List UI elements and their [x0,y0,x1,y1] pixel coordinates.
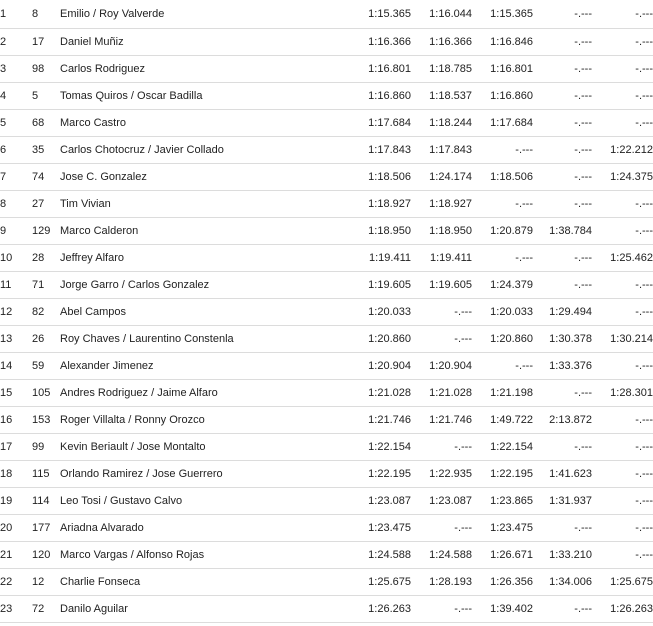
session-2-time-cell: 1:20.860 [472,326,533,353]
session-2-time-cell: 1:49.722 [472,407,533,434]
best-time-cell: 1:20.860 [350,326,411,353]
session-4-time-cell: -.--- [592,29,653,56]
position-cell: 20 [0,515,32,542]
driver-name-cell: Marco Vargas / Alfonso Rojas [60,542,350,569]
session-2-time-cell: -.--- [472,191,533,218]
position-cell: 1 [0,0,32,29]
session-3-time-cell: 1:38.784 [533,218,592,245]
session-2-time-cell: 1:26.356 [472,569,533,596]
session-4-time-cell: -.--- [592,461,653,488]
session-1-time-cell: 1:17.843 [411,137,472,164]
session-1-time-cell: 1:22.935 [411,461,472,488]
session-4-time-cell: -.--- [592,218,653,245]
position-cell: 19 [0,488,32,515]
best-time-cell: 1:19.411 [350,245,411,272]
session-1-time-cell: -.--- [411,299,472,326]
car-number-cell: 74 [32,164,60,191]
position-cell: 13 [0,326,32,353]
table-row [0,380,653,407]
session-3-time-cell: -.--- [533,434,592,461]
table-row [0,434,653,461]
position-cell: 17 [0,434,32,461]
driver-name-cell: Andres Rodriguez / Jaime Alfaro [60,380,350,407]
driver-name-cell: Jeffrey Alfaro [60,245,350,272]
best-time-cell: 1:22.154 [350,434,411,461]
session-4-time-cell: 1:25.462 [592,245,653,272]
best-time-cell: 1:19.605 [350,272,411,299]
session-3-time-cell: 1:34.006 [533,569,592,596]
session-2-time-cell: 1:18.506 [472,164,533,191]
session-3-time-cell: -.--- [533,272,592,299]
session-3-time-cell: -.--- [533,245,592,272]
session-2-time-cell: -.--- [472,245,533,272]
table-row [0,218,653,245]
driver-name-cell: Jose C. Gonzalez [60,164,350,191]
session-4-time-cell: -.--- [592,407,653,434]
session-1-time-cell: 1:18.537 [411,83,472,110]
driver-name-cell: Roy Chaves / Laurentino Constenla [60,326,350,353]
car-number-cell: 82 [32,299,60,326]
session-2-time-cell: 1:22.154 [472,434,533,461]
car-number-cell: 35 [32,137,60,164]
session-2-time-cell: -.--- [472,353,533,380]
position-cell: 15 [0,380,32,407]
table-row [0,596,653,623]
table-row [0,569,653,596]
best-time-cell: 1:21.746 [350,407,411,434]
session-1-time-cell: 1:18.244 [411,110,472,137]
session-2-time-cell: 1:23.865 [472,488,533,515]
session-3-time-cell: 1:29.494 [533,299,592,326]
table-row [0,83,653,110]
session-3-time-cell: 2:13.872 [533,407,592,434]
session-1-time-cell: 1:24.588 [411,542,472,569]
session-1-time-cell: 1:18.785 [411,56,472,83]
car-number-cell: 26 [32,326,60,353]
session-1-time-cell: 1:19.411 [411,245,472,272]
driver-name-cell: Roger Villalta / Ronny Orozco [60,407,350,434]
session-4-time-cell: -.--- [592,299,653,326]
session-4-time-cell: -.--- [592,110,653,137]
driver-name-cell: Orlando Ramirez / Jose Guerrero [60,461,350,488]
car-number-cell: 153 [32,407,60,434]
session-4-time-cell: -.--- [592,434,653,461]
session-3-time-cell: 1:30.378 [533,326,592,353]
position-cell: 10 [0,245,32,272]
table-row [0,29,653,56]
driver-name-cell: Emilio / Roy Valverde [60,0,350,29]
car-number-cell: 105 [32,380,60,407]
session-4-time-cell: -.--- [592,0,653,29]
car-number-cell: 71 [32,272,60,299]
car-number-cell: 28 [32,245,60,272]
table-row [0,191,653,218]
table-row [0,299,653,326]
table-row [0,164,653,191]
car-number-cell: 115 [32,461,60,488]
position-cell: 12 [0,299,32,326]
session-3-time-cell: 1:31.937 [533,488,592,515]
best-time-cell: 1:16.860 [350,83,411,110]
session-4-time-cell: 1:25.675 [592,569,653,596]
best-time-cell: 1:20.033 [350,299,411,326]
session-4-time-cell: -.--- [592,272,653,299]
best-time-cell: 1:18.950 [350,218,411,245]
table-row [0,326,653,353]
session-1-time-cell: 1:16.044 [411,0,472,29]
session-2-time-cell: 1:20.879 [472,218,533,245]
position-cell: 18 [0,461,32,488]
session-4-time-cell: 1:30.214 [592,326,653,353]
best-time-cell: 1:20.904 [350,353,411,380]
session-2-time-cell: 1:16.846 [472,29,533,56]
session-3-time-cell: -.--- [533,83,592,110]
session-4-time-cell: 1:28.301 [592,380,653,407]
driver-name-cell: Carlos Rodriguez [60,56,350,83]
table-row [0,488,653,515]
table-row [0,542,653,569]
position-cell: 3 [0,56,32,83]
car-number-cell: 5 [32,83,60,110]
position-cell: 23 [0,596,32,623]
session-2-time-cell: -.--- [472,137,533,164]
session-3-time-cell: -.--- [533,164,592,191]
best-time-cell: 1:26.263 [350,596,411,623]
session-3-time-cell: -.--- [533,596,592,623]
session-2-time-cell: 1:17.684 [472,110,533,137]
session-2-time-cell: 1:26.671 [472,542,533,569]
driver-name-cell: Tomas Quiros / Oscar Badilla [60,83,350,110]
session-2-time-cell: 1:39.402 [472,596,533,623]
position-cell: 7 [0,164,32,191]
session-4-time-cell: -.--- [592,542,653,569]
driver-name-cell: Charlie Fonseca [60,569,350,596]
session-2-time-cell: 1:20.033 [472,299,533,326]
session-1-time-cell: 1:23.087 [411,488,472,515]
session-1-time-cell: 1:21.746 [411,407,472,434]
session-3-time-cell: -.--- [533,0,592,29]
session-4-time-cell: -.--- [592,191,653,218]
session-3-time-cell: -.--- [533,137,592,164]
position-cell: 21 [0,542,32,569]
session-1-time-cell: 1:19.605 [411,272,472,299]
session-3-time-cell: -.--- [533,515,592,542]
session-3-time-cell: -.--- [533,110,592,137]
best-time-cell: 1:23.087 [350,488,411,515]
car-number-cell: 8 [32,0,60,29]
best-time-cell: 1:18.927 [350,191,411,218]
session-2-time-cell: 1:21.198 [472,380,533,407]
best-time-cell: 1:16.801 [350,56,411,83]
table-row [0,461,653,488]
driver-name-cell: Danilo Aguilar [60,596,350,623]
position-cell: 5 [0,110,32,137]
car-number-cell: 114 [32,488,60,515]
driver-name-cell: Tim Vivian [60,191,350,218]
position-cell: 16 [0,407,32,434]
best-time-cell: 1:25.675 [350,569,411,596]
car-number-cell: 12 [32,569,60,596]
table-row [0,245,653,272]
position-cell: 8 [0,191,32,218]
best-time-cell: 1:17.843 [350,137,411,164]
table-row [0,353,653,380]
session-4-time-cell: -.--- [592,83,653,110]
session-4-time-cell: -.--- [592,488,653,515]
session-1-time-cell: 1:18.950 [411,218,472,245]
driver-name-cell: Marco Castro [60,110,350,137]
driver-name-cell: Marco Calderon [60,218,350,245]
session-1-time-cell: 1:24.174 [411,164,472,191]
table-row [0,56,653,83]
car-number-cell: 120 [32,542,60,569]
car-number-cell: 72 [32,596,60,623]
session-1-time-cell: 1:16.366 [411,29,472,56]
position-cell: 22 [0,569,32,596]
session-1-time-cell: 1:20.904 [411,353,472,380]
session-1-time-cell: 1:18.927 [411,191,472,218]
driver-name-cell: Leo Tosi / Gustavo Calvo [60,488,350,515]
session-4-time-cell: -.--- [592,515,653,542]
session-3-time-cell: -.--- [533,380,592,407]
best-time-cell: 1:22.195 [350,461,411,488]
position-cell: 14 [0,353,32,380]
session-2-time-cell: 1:16.860 [472,83,533,110]
position-cell: 2 [0,29,32,56]
driver-name-cell: Abel Campos [60,299,350,326]
position-cell: 6 [0,137,32,164]
car-number-cell: 68 [32,110,60,137]
session-1-time-cell: 1:21.028 [411,380,472,407]
table-row [0,272,653,299]
best-time-cell: 1:21.028 [350,380,411,407]
session-4-time-cell: 1:22.212 [592,137,653,164]
session-3-time-cell: -.--- [533,191,592,218]
session-3-time-cell: -.--- [533,56,592,83]
position-cell: 11 [0,272,32,299]
session-4-time-cell: 1:26.263 [592,596,653,623]
session-2-time-cell: 1:15.365 [472,0,533,29]
session-2-time-cell: 1:16.801 [472,56,533,83]
session-4-time-cell: -.--- [592,56,653,83]
session-1-time-cell: -.--- [411,326,472,353]
driver-name-cell: Alexander Jimenez [60,353,350,380]
table-row [0,407,653,434]
table-row [0,515,653,542]
car-number-cell: 99 [32,434,60,461]
best-time-cell: 1:16.366 [350,29,411,56]
table-row [0,110,653,137]
driver-name-cell: Carlos Chotocruz / Javier Collado [60,137,350,164]
car-number-cell: 98 [32,56,60,83]
driver-name-cell: Ariadna Alvarado [60,515,350,542]
driver-name-cell: Jorge Garro / Carlos Gonzalez [60,272,350,299]
session-3-time-cell: -.--- [533,29,592,56]
best-time-cell: 1:23.475 [350,515,411,542]
best-time-cell: 1:24.588 [350,542,411,569]
table-row [0,0,653,29]
session-1-time-cell: -.--- [411,434,472,461]
session-2-time-cell: 1:22.195 [472,461,533,488]
car-number-cell: 177 [32,515,60,542]
car-number-cell: 27 [32,191,60,218]
session-3-time-cell: 1:41.623 [533,461,592,488]
position-cell: 9 [0,218,32,245]
session-1-time-cell: 1:28.193 [411,569,472,596]
session-3-time-cell: 1:33.210 [533,542,592,569]
session-2-time-cell: 1:23.475 [472,515,533,542]
session-2-time-cell: 1:24.379 [472,272,533,299]
position-cell: 4 [0,83,32,110]
driver-name-cell: Daniel Muñiz [60,29,350,56]
car-number-cell: 129 [32,218,60,245]
best-time-cell: 1:17.684 [350,110,411,137]
session-3-time-cell: 1:33.376 [533,353,592,380]
best-time-cell: 1:18.506 [350,164,411,191]
session-4-time-cell: 1:24.375 [592,164,653,191]
best-time-cell: 1:15.365 [350,0,411,29]
car-number-cell: 17 [32,29,60,56]
car-number-cell: 59 [32,353,60,380]
session-1-time-cell: -.--- [411,596,472,623]
table-row [0,137,653,164]
session-4-time-cell: -.--- [592,353,653,380]
session-1-time-cell: -.--- [411,515,472,542]
driver-name-cell: Kevin Beriault / Jose Montalto [60,434,350,461]
